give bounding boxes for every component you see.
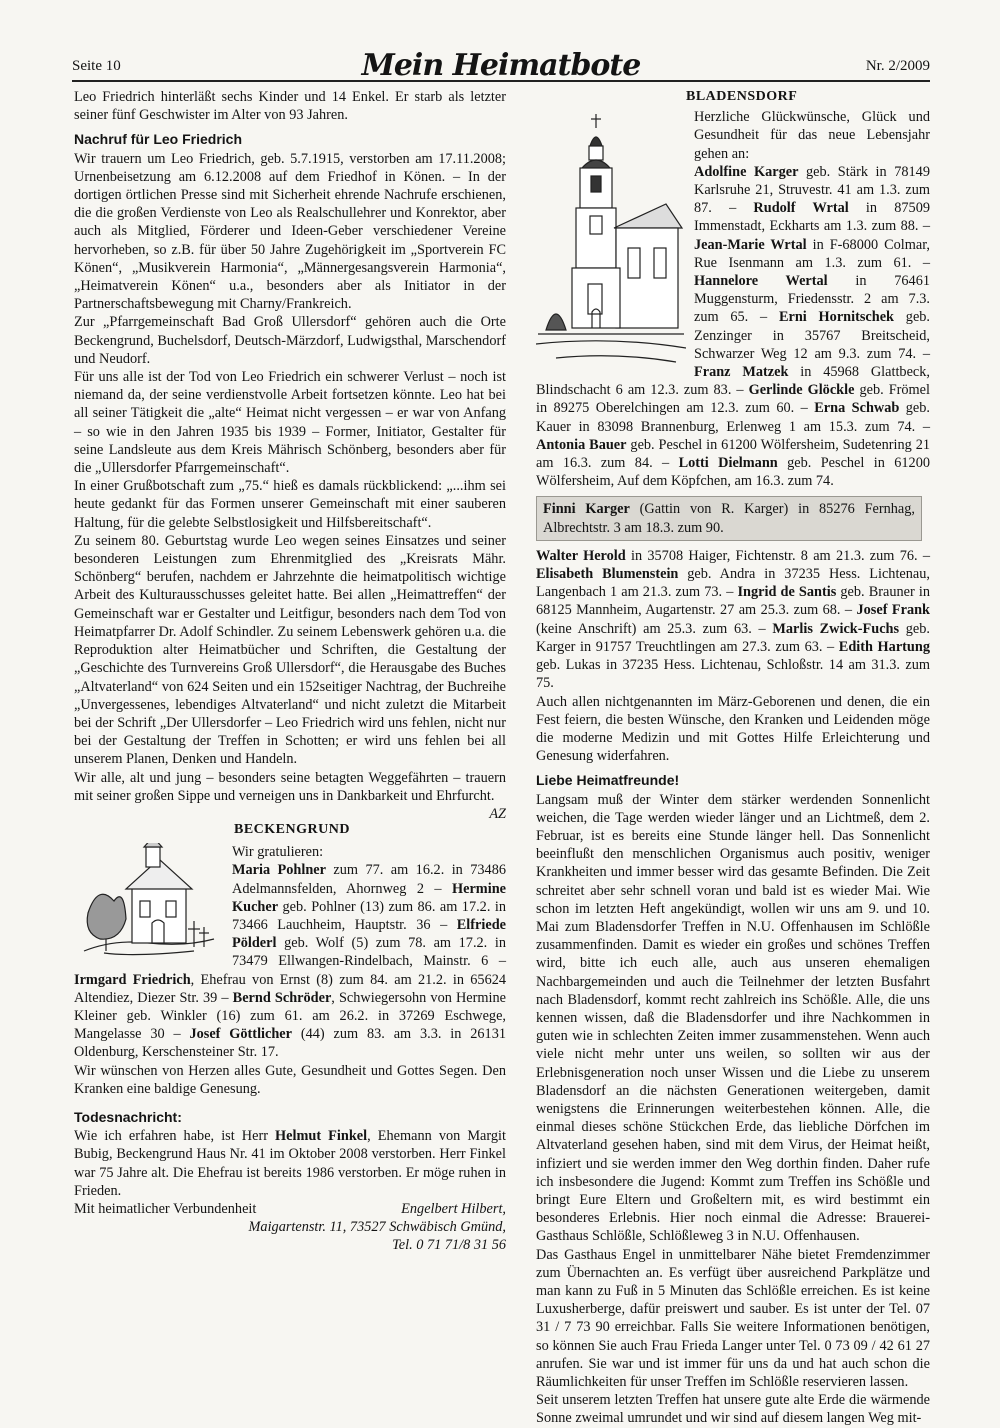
bg-entry-5-text: , Schwiegersohn von Hermine Kleiner geb. Winkler (16) zum 61. am 26.2. in 37269 Eschwege, Mangelasse 30 – <box>74 989 506 1043</box>
bd-entry-6-name: Franz Matzek <box>694 364 789 381</box>
intro-paragraph: Leo Friedrich hinterläßt sechs Kinder und 14 Enkel. Er starb als letzter seiner fünf Geschwister im Alter von 93 Jahren. <box>74 89 506 124</box>
nachruf-closing: Wir alle, alt und jung – besonders seine betagten Weggefährten – trauern mit seiner großen Sippe und verneigen uns in Dankbarkeit und Ehrfurcht. <box>74 769 506 804</box>
bd-entry-5-text: geb. Zenzinger in 35767 Breitscheid, Schwarzer Weg 12 am 9.3. zum 74. – <box>694 309 931 362</box>
nachruf-paragraph-3: Für uns alle ist der Tod von Leo Friedrich ein schwerer Verlust – noch ist niemand da, der seine verdienstvolle Arbeit fortsetzen könnte. Leo hat bei all seiner Tätigkeit die „alte“ Heimat nicht vergessen – er war von Anfang – so wie in den Jahren 1935 bis 1939 – Former, Initiator, Gestalter für seine Landsleute aus dem Kreis Mährisch Schönberg, besonders aber für die „Ullersdorfer Pfarrgemeinschaft“. <box>74 369 506 477</box>
bd-entry-4-text: in 76461 Muggensturm, Friedensstr. 2 am 7.3. zum 65. – <box>694 273 930 326</box>
more-entry-1-text: in 35708 Haiger, Fichtenstr. 8 am 21.3. zum 76. – <box>625 547 930 564</box>
bd-entry-8-text: geb. Kauer in 83098 Brannenburg, Erlenweg 1 am 15.3. zum 74. – <box>536 400 930 435</box>
nachruf-paragraph-5: Zu seinem 80. Geburtstag wurde Leo wegen seines Einsatzes und seiner besonderen Leistungen zum Ehrenmitglied des „Kreisrats Mähr. Schönberg“ berufen, nachdem er Jahrzehnte die heimatpolitisch wichtige Arbeit des Kulturausschusses geleitet hatte. Bei allen „Heimattreffen“ der Gemeinschaft war er Gestalter und Leitfigur, besonders nach dem Tod von Heimatpfarrer Dr. Adolf Schindler. Zu seinem Lebenswerk gehören u.a. die Reproduktion alter Heimatbücher und Schriften, die Gestaltung der „Geschichte des Turnvereins Groß Ullersdorf“, die Herausgabe des Buches „Altvaterland“ von 624 Seiten und ein 152seitiger Nachtrag, der Buchreihe „Unvergessenes, lebendiges Altvaterland“ und nicht zuletzt die Mitarbeit bei der Schrift „Der Ullersdorfer – Leo Friedrich wird uns fehlen, nicht nur bei der Gestaltung der Treffen in Schotten; er wird uns fehlen bei all unserem Planen, Denken und Handeln. <box>74 532 506 768</box>
todes-greeting-line <box>74 1200 506 1218</box>
more-entry-4-text: (keine Anschrift) am 25.3. zum 63. – <box>536 620 773 637</box>
signature-name: Engelbert Hilbert, <box>401 1200 506 1217</box>
more-entry-4-name: Josef Frank <box>856 602 930 619</box>
todes-pre: Wie ich erfahren habe, ist Herr <box>74 1128 276 1145</box>
liebe-paragraph-1: Langsam muß der Winter dem stärker werdenden Sonnenlicht weichen, die Tage werden wieder länger und an Lichtmeß, dem 2. Februar, ist es bereits eine Stunde länger hell. Das Sonnenlicht beeinflußt den menschlichen Organismus auch positiv, weniger Krankheiten und immer besser wird das gesamte Befinden. Die Zeit schreitet aber sehr schnell voran und bald ist es wieder Mai. Wie schon im letzten Heft angekündigt, wollen wir uns am 9. und 10. Mai zum Bladensdorfer Treffen in N.U. Offenhausen im Schlößle zusammenfinden. Damit es wieder ein großes und schönes Treffen wird, bitte ich euch alle, auch aus unseren ehemaligen Nachbargemeinden und auch die Teilnehmer der letzten Busfahrt nach Bladensdorf, kommt recht zahlreich ins Schößle. Alle, die uns kennen wissen, daß die Bladensdorfer und ihre Nachkommen in guten wie in schlechten Zeiten immer zusammenstehen. Wenn auch viele nicht mehr unter uns weilen, so sollten wir aus der Erlebnisgeneration noch unser Wissen und die Liebe zu unserem Bladensdorf an die nächsten Generationen weitergeben, damit wenigstens die Erinnerungen weiterbestehen können. Alle, die einmal dieses schöne Stückchen Erde, das liebliche Dörfchen im Altvaterland gesehen haben, sind mit dem Virus, der Heimat heißt, infiziert und sie werden immer den Weg dorthin finden. Daher rufe ich insbesondere die Jugend: Kommt zum Treffen ins Schößle und bringt Eure Eltern und Großeltern mit, es wird bestimmt ein besonderes Erlebnis. Hier noch einmal die Adresse: Brauerei-Gasthaus Schlößle, Schlößleweg 3 in N.U. Offenhausen. <box>536 791 930 1245</box>
bg-entry-6-name: Josef Göttlicher <box>189 1026 293 1043</box>
bd-entry-1-name: Adolfine Karger <box>694 163 799 180</box>
nachruf-paragraph-4: In einer Grußbotschaft zum „75.“ hieß es damals rückblickend: „...ihm sei heute gedankt für das Formen unserer Gemeinschaft mit einer sauberen Haltung, für die gelebte Selbstlosigkeit und Hilfsbereitschaft“. <box>74 478 506 531</box>
more-entry-1-name: Walter Herold <box>536 547 626 564</box>
nachruf-paragraph-6 <box>74 769 506 822</box>
nachruf-paragraph-1: Wir trauern um Leo Friedrich, geb. 5.7.1915, verstorben am 17.11.2008; Urnenbeisetzung am 6.12.2008 auf dem Friedhof in Könen. – In der dortigen örtlichen Presse sind mit Sicherheit ehrende Nachrufe erschienen, die die großen Verdienste von Leo als Realschullehrer und Konrektor, aber auch als Mitglied, Förderer und Ideen-Geber verschiedener Vereine hervorheben, so z.B. für über 50 Jahre Zugehörigkeit im „Sportverein FC Könen“, „Musikverein Harmonia“, „Männergesangsverein Harmonia“, „Heimatverein Könen“ u.a., besonders aber als Initiator in der Partnerschaftsbewegung mit Charny/Frankreich. <box>74 150 506 313</box>
bd-entry-7-name: Gerlinde Glöckle <box>748 382 855 399</box>
beckengrund-wish: Wir wünschen von Herzen alles Gute, Gesundheit und Gottes Segen. Den Kranken eine baldige Genesung. <box>74 1062 506 1097</box>
liebe-paragraph-2: Das Gasthaus Engel in unmittelbarer Nähe bietet Fremdenzimmer zum Übernachten an. Es verfügt über ausreichend Parkplätze und man kann zu Fuß in 5 Minuten das Schlößle erreichen. Es ist keine Luxusherberge, dafür preiswert und sauber. Es ist unter der Tel. 07 31 / 7 73 90 erreichbar. Falls Sie weitere Informationen benötigen, so können Sie auch Frau Frieda Langer unter Tel. 0 73 09 / 42 61 27 anrufen. Sie war und ist immer für uns da und hat auch schon die Räumlichkeiten für unser Treffen im Schlößle reservieren lassen. <box>536 1246 930 1391</box>
todes-greeting: Mit heimatlicher Verbundenheit <box>74 1200 257 1217</box>
more-entry-3-text: geb. Brauner in 68125 Mannheim, Augartenstr. 27 am 25.3. zum 68. – <box>536 584 930 619</box>
more-entry-6-name: Edith Hartung <box>838 638 930 655</box>
liebe-heimatfreunde-heading: Liebe Heimatfreunde! <box>536 772 680 789</box>
bg-entry-3-text: geb. Wolf (5) zum 78. am 17.2. in 73479 Ellwangen-Rindelbach, Mainstr. 6 – <box>232 935 506 970</box>
box-text: (Gattin von R. Karger) in 85276 Fernhag, Albrechtstr. 3 am 18.3. zum 90. <box>543 501 916 536</box>
page-number: Seite 10 <box>72 58 121 74</box>
more-entry-5-text: geb. Karger in 91757 Treuchtlingen am 27.3. zum 63. – <box>536 620 930 655</box>
more-entry-6-text: geb. Lukas in 37235 Hess. Lichtenau, Schloßstr. 14 am 31.3. zum 75. <box>536 657 930 692</box>
nachruf-signature: AZ <box>489 805 506 822</box>
bg-entry-4-name: Irmgard Friedrich <box>74 971 191 988</box>
chapel-illustration <box>74 843 224 961</box>
bg-entry-2-name: Hermine Kucher <box>232 880 506 915</box>
bd-entry-2-text: in 87509 Immenstadt, Eckharts am 1.3. zum 88. – <box>694 200 930 235</box>
signature-phone: Tel. 0 71 71/8 31 56 <box>392 1237 506 1254</box>
bd-entry-2-name: Rudolf Wrtal <box>753 200 849 217</box>
more-entry-3-name: Ingrid de Santis <box>737 584 837 601</box>
more-wish: Auch allen nichtgenannten im März-Geborenen und denen, die ein Fest feiern, die besten Wünsche, den Kranken und Leidenden möge die moderne Medizin und mit Gottes Hilfe Erleichterung und Genesung widerfahren. <box>536 693 930 765</box>
issue-number: Nr. 2/2009 <box>865 58 930 74</box>
bg-entry-4-text: , Ehefrau von Ernst (8) zum 84. am 21.2. in 65624 Altendiez, Diezer Str. 39 – <box>74 971 507 1006</box>
nachruf-heading: Nachruf für Leo Friedrich <box>74 131 243 148</box>
todesnachricht-text <box>74 1127 506 1200</box>
liebe-paragraph-3: Seit unserem letzten Treffen hat unsere gute alte Erde die wärmende Sonne zweimal umrundet und wir sind auf diesem langen Weg mit- <box>536 1392 930 1427</box>
bg-entry-1-name: Maria Pohlner <box>232 862 326 879</box>
bg-entry-2-text: geb. Pohlner (13) zum 86. am 17.2. in 73466 Lauchheim, Hauptstr. 36 – <box>232 898 506 933</box>
bg-entry-5-name: Bernd Schröder <box>232 989 332 1006</box>
bg-entry-1-text: zum 77. am 16.2. in 73486 Adelmannsfelden, Ahornweg 2 – <box>232 862 506 897</box>
bd-entry-10-name: Lotti Dielmann <box>678 455 778 472</box>
church-illustration <box>536 108 686 370</box>
todes-name: Helmut Finkel <box>275 1128 368 1145</box>
bd-entry-3-text: in F-68000 Colmar, Rue Isenmann am 1.3. zum 61. – <box>694 236 930 271</box>
todes-post: , Ehemann von Margit Bubig, Beckengrund Haus Nr. 41 im Oktober 2008 verstorben. Herr Finkel war 75 Jahre alt. Die Ehefrau ist bereits 1986 verstorben. Er möge ruhen in Frieden. <box>74 1128 506 1199</box>
beckengrund-lead: Wir gratulieren: <box>232 844 324 861</box>
bladensdorf-lead: Herzliche Glückwünsche, Glück und Gesundheit für das neue Lebensjahr gehen an: <box>694 109 930 162</box>
bg-entry-3-name: Elfriede Pölderl <box>232 916 506 952</box>
bd-entry-9-text: geb. Peschel in 61200 Wölfersheim, Sudetenring 21 am 16.3. zum 84. – <box>536 436 930 472</box>
more-entry-2-name: Elisabeth Blumenstein <box>536 566 679 583</box>
bd-entry-3-name: Jean-Marie Wrtal <box>694 236 807 253</box>
page-header <box>72 48 930 83</box>
bd-entry-8-name: Erna Schwab <box>814 400 900 417</box>
masthead-title: Mein Heimatbote <box>361 48 641 83</box>
nachruf-paragraph-2: Zur „Pfarrgemeinschaft Bad Groß Ullersdorf“ gehören auch die Orte Beckengrund, Buchelsdorf, Deutsch-Märzdorf, Ludwigsthal, Marschendorf und Neudorf. <box>74 314 506 367</box>
bd-entry-9-name: Antonia Bauer <box>536 436 627 453</box>
bd-entry-7-text: geb. Frömel in 89275 Oberelchingen am 12.3. zum 60. – <box>536 382 930 417</box>
right-column <box>536 88 930 1428</box>
bg-entry-6-text: (44) zum 83. am 3.3. in 26131 Oldenburg, Kerschensteiner Str. 17. <box>74 1026 506 1061</box>
header-rule <box>72 80 930 82</box>
more-entry-5-name: Marlis Zwick-Fuchs <box>772 620 900 637</box>
bd-entry-10-text: geb. Peschel in 61200 Wölfersheim, Auf dem Köpfchen, am 16.3. zum 74. <box>536 455 930 490</box>
bd-entry-1-text: geb. Stärk in 78149 Karlsruhe 21, Struvestr. 41 am 1.3. zum 87. – <box>694 163 930 217</box>
bd-entry-5-name: Erni Hornitschek <box>778 309 895 326</box>
left-column <box>74 88 506 1255</box>
bladensdorf-heading: BLADENSDORF <box>686 89 798 104</box>
todesnachricht-heading: Todesnachricht: <box>74 1108 182 1125</box>
bd-entry-6-text: in 45968 Glattbeck, Blindschacht 6 am 12.3. zum 83. – <box>536 364 930 399</box>
more-entry-2-text: geb. Andra in 37235 Hess. Lichtenau, Langenbach 1 am 21.3. zum 73. – <box>536 566 930 601</box>
beckengrund-heading: BECKENGRUND <box>234 821 350 837</box>
bd-entry-4-name: Hannelore Wertal <box>694 273 828 290</box>
signature-address: Maigartenstr. 11, 73527 Schwäbisch Gmünd, <box>248 1219 506 1236</box>
highlight-box <box>536 496 922 540</box>
box-name: Finni Karger <box>543 501 630 518</box>
more-entries <box>536 547 930 693</box>
